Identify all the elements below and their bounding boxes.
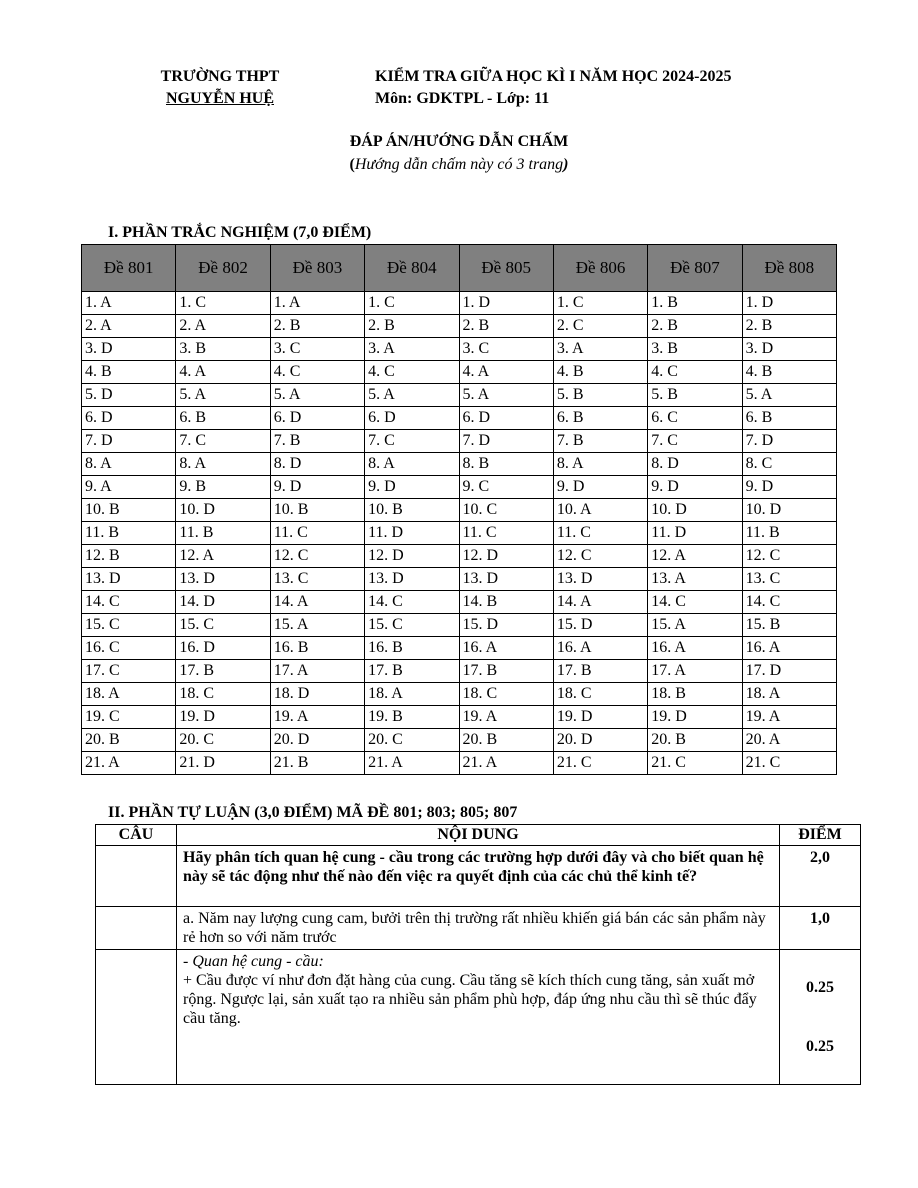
mc-header-de-6: Đề 806 [553, 245, 647, 292]
answer-cell: 13. A [648, 568, 742, 591]
table-row [82, 729, 837, 752]
answer-cell: 20. C [176, 729, 270, 752]
answer-cell: 18. A [82, 683, 176, 706]
school-name [120, 66, 320, 110]
answer-cell: 5. A [176, 384, 270, 407]
answer-cell: 21. A [82, 752, 176, 775]
answer-cell: 21. A [365, 752, 459, 775]
answer-cell: 17. B [459, 660, 553, 683]
answer-cell: 12. C [270, 545, 364, 568]
subtitle-open-paren: ( [349, 156, 355, 173]
answer-cell: 18. C [459, 683, 553, 706]
table-row [82, 706, 837, 729]
answer-cell: 20. D [553, 729, 647, 752]
answer-cell: 8. A [176, 453, 270, 476]
answer-cell: 5. A [459, 384, 553, 407]
school-line-1: TRƯỜNG THPT [160, 68, 280, 85]
answer-cell: 4. A [176, 361, 270, 384]
answer-cell: 7. B [553, 430, 647, 453]
answer-cell: 9. B [176, 476, 270, 499]
section-1-title: I. PHẦN TRẮC NGHIỆM (7,0 ĐIỂM) [108, 224, 372, 241]
answer-cell: 15. A [270, 614, 364, 637]
answer-cell: 15. C [365, 614, 459, 637]
answer-cell: 11. B [176, 522, 270, 545]
table-row [82, 637, 837, 660]
answer-cell: 13. C [742, 568, 836, 591]
table-row [82, 361, 837, 384]
answer-cell: 19. D [176, 706, 270, 729]
answer-cell: 14. C [82, 591, 176, 614]
answer-cell: 5. A [270, 384, 364, 407]
answer-cell: 17. C [82, 660, 176, 683]
answer-cell: 19. D [648, 706, 742, 729]
essay-header-row [96, 825, 861, 846]
table-row [82, 453, 837, 476]
answer-text: + Cầu được ví như đơn đặt hàng của cung. Cầu tăng sẽ kích thích cung tăng, sản xuất mở rộng. Ngược lại, sản xuất tạo ra nhiều sản phẩm phù hợp, đáp ứng nhu cầu thì sẽ thúc đẩy cầu tăng. [183, 972, 757, 1027]
table-row [82, 591, 837, 614]
mc-header-de-5: Đề 805 [459, 245, 553, 292]
answer-cell: 1. A [270, 292, 364, 315]
answer-cell: 15. D [459, 614, 553, 637]
answer-cell: 21. C [742, 752, 836, 775]
part-a-content: a. Năm nay lượng cung cam, bưởi trên thị trường rất nhiều khiến giá bán các sản phẩm này rẻ hơn so với năm trước [177, 907, 780, 950]
answer-cell: 2. A [82, 315, 176, 338]
answer-cell: 9. D [648, 476, 742, 499]
table-row [82, 499, 837, 522]
answer-cell: 8. A [553, 453, 647, 476]
answer-cell: 19. A [459, 706, 553, 729]
answer-cell: 5. B [553, 384, 647, 407]
answer-cell: 8. B [459, 453, 553, 476]
answer-cell: 17. A [270, 660, 364, 683]
mc-header-de-2: Đề 802 [176, 245, 270, 292]
answer-cell: 1. A [82, 292, 176, 315]
answer-cell: 5. A [365, 384, 459, 407]
answer-cell: 3. A [553, 338, 647, 361]
answer-cell: 12. B [82, 545, 176, 568]
answer-cell: 11. D [648, 522, 742, 545]
answer-cell: 18. C [176, 683, 270, 706]
answer-cell: 21. C [648, 752, 742, 775]
answer-cell: 16. C [82, 637, 176, 660]
answer-cell: 21. D [176, 752, 270, 775]
answer-cell: 7. D [459, 430, 553, 453]
answer-cell: 12. C [742, 545, 836, 568]
answer-cell: 3. C [270, 338, 364, 361]
answer-cell: 15. C [176, 614, 270, 637]
answer-cell: 8. A [365, 453, 459, 476]
answer-cell: 8. A [82, 453, 176, 476]
answer-cell: 10. D [648, 499, 742, 522]
answer-cell: 2. B [648, 315, 742, 338]
header-question: CÂU [96, 825, 177, 846]
answer-cell: 1. D [742, 292, 836, 315]
answer-cell: 11. C [553, 522, 647, 545]
mc-header-de-8: Đề 808 [742, 245, 836, 292]
answer-cell: 1. C [553, 292, 647, 315]
answer-cell: 13. D [459, 568, 553, 591]
answer-cell: 13. C [270, 568, 364, 591]
answer-cell: 8. D [270, 453, 364, 476]
answer-cell: 9. D [365, 476, 459, 499]
answer-cell: 7. C [648, 430, 742, 453]
mc-header-de-1: Đề 801 [82, 245, 176, 292]
subtitle-text: Hướng dẫn chấm này có 3 trang [354, 156, 564, 173]
answer-cell: 17. B [553, 660, 647, 683]
table-row [82, 752, 837, 775]
mc-body [82, 292, 837, 775]
answer-cell: 1. B [648, 292, 742, 315]
answer-cell: 12. D [459, 545, 553, 568]
answer-cell: 14. A [270, 591, 364, 614]
answer-cell: 9. D [270, 476, 364, 499]
answer-cell: 4. C [365, 361, 459, 384]
answer-cell: 6. D [270, 407, 364, 430]
answer-cell: 1. C [365, 292, 459, 315]
answer-cell: 20. B [459, 729, 553, 752]
answer-cell: 3. D [742, 338, 836, 361]
table-row [82, 683, 837, 706]
mc-header-row [82, 245, 837, 292]
answer-cell: 3. C [459, 338, 553, 361]
answer-cell: 13. D [176, 568, 270, 591]
answer-cell: 16. A [553, 637, 647, 660]
table-row [82, 545, 837, 568]
table-row [82, 430, 837, 453]
table-row [82, 292, 837, 315]
answer-cell: 12. A [648, 545, 742, 568]
subtitle-close-paren: ) [563, 156, 569, 173]
answer-score-1: 0.25 [806, 979, 834, 996]
answer-cell: 9. D [553, 476, 647, 499]
answer-cell: 12. A [176, 545, 270, 568]
answer-cell: 10. D [176, 499, 270, 522]
answer-cell: 4. C [270, 361, 364, 384]
essay-answer-table [95, 824, 861, 1085]
answer-cell: 19. D [553, 706, 647, 729]
answer-cell: 16. B [270, 637, 364, 660]
answer-cell: 14. D [176, 591, 270, 614]
answer-cell: 10. C [459, 499, 553, 522]
answer-cell: 4. A [459, 361, 553, 384]
answer-cell: 19. C [82, 706, 176, 729]
answer-cell: 20. B [82, 729, 176, 752]
answer-cell: 5. D [82, 384, 176, 407]
answer-cell: 12. C [553, 545, 647, 568]
answer-cell: 4. C [648, 361, 742, 384]
header-score: ĐIỂM [780, 825, 861, 846]
answer-cell [96, 950, 177, 1085]
answer-cell: 16. A [742, 637, 836, 660]
answer-cell: 1. D [459, 292, 553, 315]
answer-cell: 16. D [176, 637, 270, 660]
question-score: 2,0 [780, 846, 861, 907]
answer-cell: 17. D [742, 660, 836, 683]
multiple-choice-answer-table [81, 244, 837, 775]
answer-cell: 12. D [365, 545, 459, 568]
answer-cell: 18. A [742, 683, 836, 706]
answer-cell: 7. D [742, 430, 836, 453]
answer-cell: 16. A [648, 637, 742, 660]
answer-cell: 14. B [459, 591, 553, 614]
answer-cell: 3. D [82, 338, 176, 361]
answer-cell: 4. B [553, 361, 647, 384]
answer-cell: 6. D [82, 407, 176, 430]
answer-cell: 20. C [365, 729, 459, 752]
doc-subtitle [0, 156, 918, 174]
answer-cell: 9. D [742, 476, 836, 499]
answer-cell: 4. B [742, 361, 836, 384]
answer-cell: 14. C [648, 591, 742, 614]
answer-cell: 18. D [270, 683, 364, 706]
answer-content [177, 950, 780, 1085]
answer-cell: 19. B [365, 706, 459, 729]
answer-cell: 8. C [742, 453, 836, 476]
essay-row-part-a [96, 907, 861, 950]
answer-cell: 11. B [82, 522, 176, 545]
mc-header-de-7: Đề 807 [648, 245, 742, 292]
part-a-score: 1,0 [780, 907, 861, 950]
answer-cell: 3. A [365, 338, 459, 361]
answer-cell: 13. D [553, 568, 647, 591]
answer-cell: 6. C [648, 407, 742, 430]
answer-cell: 10. A [553, 499, 647, 522]
answer-cell: 6. B [742, 407, 836, 430]
school-line-2: NGUYỄN HUỆ [165, 90, 274, 107]
answer-cell: 2. B [365, 315, 459, 338]
answer-cell: 6. B [553, 407, 647, 430]
essay-row-question [96, 846, 861, 907]
answer-cell: 17. B [365, 660, 459, 683]
answer-cell: 14. C [365, 591, 459, 614]
table-row [82, 476, 837, 499]
answer-cell: 19. A [742, 706, 836, 729]
answer-cell: 15. B [742, 614, 836, 637]
answer-cell: 20. D [270, 729, 364, 752]
exam-subject: Môn: GDKTPL - Lớp: 11 [375, 90, 550, 107]
answer-cell: 1. C [176, 292, 270, 315]
answer-cell: 6. D [459, 407, 553, 430]
answer-cell: 15. C [82, 614, 176, 637]
answer-cell: 2. B [270, 315, 364, 338]
answer-cell: 10. B [82, 499, 176, 522]
answer-cell: 18. C [553, 683, 647, 706]
answer-cell: 11. D [365, 522, 459, 545]
exam-title: KIỂM TRA GIỮA HỌC KÌ I NĂM HỌC 2024-2025 [375, 68, 732, 85]
table-row [82, 338, 837, 361]
question-cell [96, 846, 177, 907]
table-row [82, 660, 837, 683]
table-row [82, 568, 837, 591]
answer-cell: 21. C [553, 752, 647, 775]
answer-cell: 11. B [742, 522, 836, 545]
answer-cell: 21. B [270, 752, 364, 775]
answer-cell: 7. C [176, 430, 270, 453]
doc-title: ĐÁP ÁN/HƯỚNG DẪN CHẤM [349, 133, 569, 150]
answer-cell: 15. A [648, 614, 742, 637]
answer-cell: 2. C [553, 315, 647, 338]
answer-cell: 9. C [459, 476, 553, 499]
mc-header-de-3: Đề 803 [270, 245, 364, 292]
answer-cell: 19. A [270, 706, 364, 729]
table-row [82, 384, 837, 407]
answer-cell: 10. B [365, 499, 459, 522]
table-row [82, 522, 837, 545]
answer-heading: - Quan hệ cung - cầu: [183, 953, 324, 970]
answer-cell: 10. B [270, 499, 364, 522]
answer-cell: 17. B [176, 660, 270, 683]
answer-cell: 9. A [82, 476, 176, 499]
answer-cell: 13. D [82, 568, 176, 591]
answer-cell: 17. A [648, 660, 742, 683]
header-content: NỘI DUNG [177, 825, 780, 846]
answer-cell: 7. B [270, 430, 364, 453]
answer-cell: 5. A [742, 384, 836, 407]
answer-cell: 10. D [742, 499, 836, 522]
answer-cell: 16. A [459, 637, 553, 660]
mc-header-de-4: Đề 804 [365, 245, 459, 292]
part-a-cell [96, 907, 177, 950]
answer-cell: 18. B [648, 683, 742, 706]
answer-cell: 15. D [553, 614, 647, 637]
answer-cell: 20. A [742, 729, 836, 752]
answer-cell: 14. A [553, 591, 647, 614]
question-content: Hãy phân tích quan hệ cung - cầu trong các trường hợp dưới đây và cho biết quan hệ này sẽ tác động như thế nào đến việc ra quyết định của các chủ thể kinh tế? [177, 846, 780, 907]
section-2-title: II. PHẦN TỰ LUẬN (3,0 ĐIỂM) MÃ ĐỀ 801; 803; 805; 807 [108, 804, 518, 821]
table-row [82, 407, 837, 430]
answer-cell: 11. C [270, 522, 364, 545]
answer-cell: 3. B [648, 338, 742, 361]
answer-cell: 6. D [365, 407, 459, 430]
answer-cell: 21. A [459, 752, 553, 775]
exam-header [375, 66, 731, 110]
answer-cell: 2. B [459, 315, 553, 338]
answer-cell: 8. D [648, 453, 742, 476]
essay-row-answer [96, 950, 861, 1085]
answer-cell: 14. C [742, 591, 836, 614]
answer-scores [780, 950, 861, 1085]
answer-cell: 11. C [459, 522, 553, 545]
answer-cell: 7. C [365, 430, 459, 453]
answer-cell: 2. A [176, 315, 270, 338]
answer-cell: 3. B [176, 338, 270, 361]
table-row [82, 315, 837, 338]
answer-cell: 4. B [82, 361, 176, 384]
answer-cell: 2. B [742, 315, 836, 338]
answer-score-2: 0.25 [806, 1038, 834, 1055]
answer-cell: 5. B [648, 384, 742, 407]
answer-cell: 13. D [365, 568, 459, 591]
table-row [82, 614, 837, 637]
answer-cell: 16. B [365, 637, 459, 660]
answer-cell: 18. A [365, 683, 459, 706]
answer-cell: 20. B [648, 729, 742, 752]
answer-cell: 7. D [82, 430, 176, 453]
answer-cell: 6. B [176, 407, 270, 430]
